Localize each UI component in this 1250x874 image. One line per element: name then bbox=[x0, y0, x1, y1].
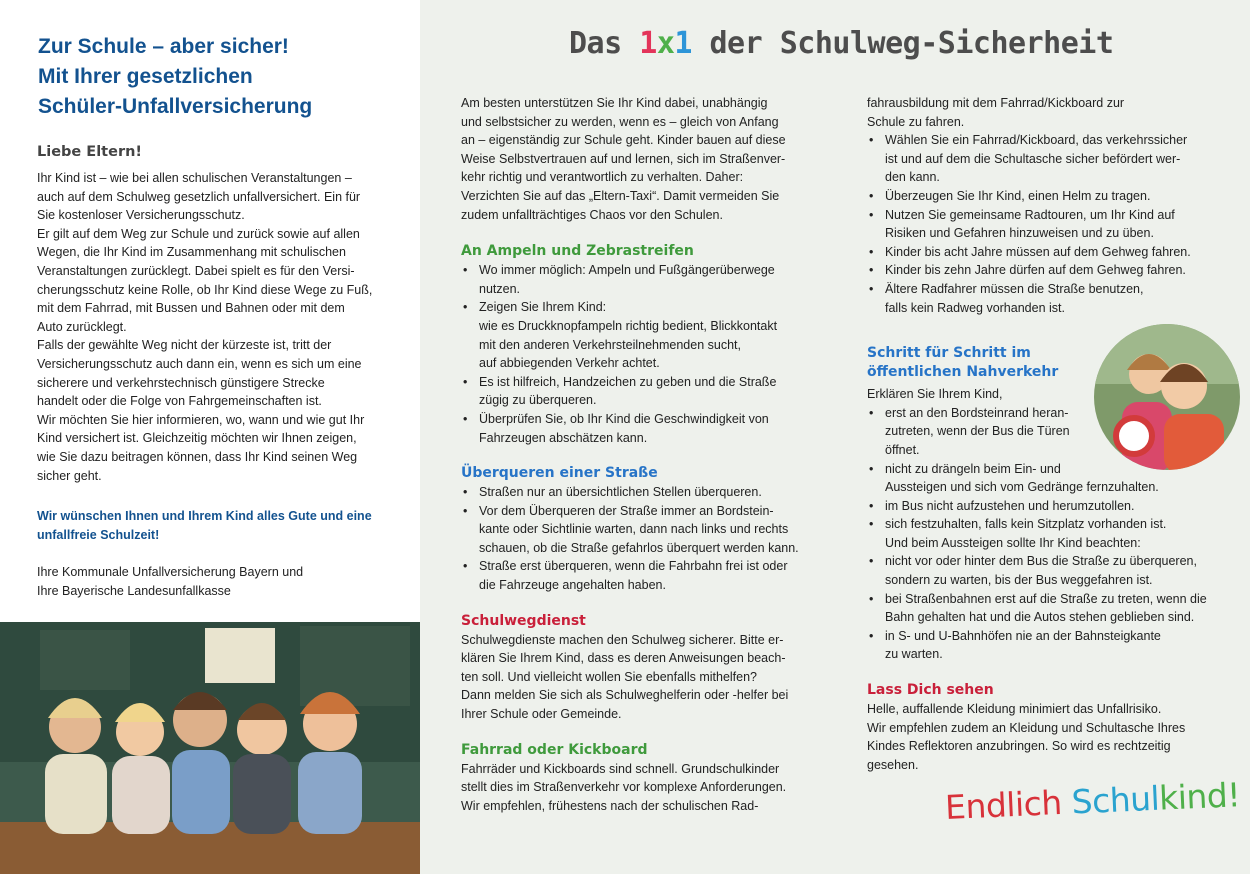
text-line: wie Sie dazu beitragen können, dass Ihr Kind seinen Weg bbox=[37, 449, 358, 464]
text-line: mit dem Fahrrad, mit Bussen und Bahnen oder mit dem bbox=[37, 301, 345, 316]
bullet-continuation: mit den anderen Verkehrsteilnehmenden sucht, bbox=[479, 337, 741, 352]
title-part: Das bbox=[569, 26, 640, 61]
bullet-item: • Nutzen Sie gemeinsame Radtouren, um Ihr Kind auf bbox=[867, 206, 1212, 225]
bullet-continuation: nutzen. bbox=[479, 281, 521, 296]
text-line: zudem unfallträchtiges Chaos vor den Schulen. bbox=[461, 207, 723, 222]
bullet-item: • erst an den Bordsteinrand heran- bbox=[867, 404, 1212, 423]
bullet-continuation: Aussteigen und sich vom Gedränge fernzuhalten. bbox=[885, 480, 1159, 495]
text-line: Fahrräder und Kickboards sind schnell. Grundschulkinder bbox=[461, 761, 780, 776]
children-portrait-photo bbox=[1094, 324, 1240, 470]
title-part: der Schulweg-Sicherheit bbox=[691, 26, 1114, 61]
main-heading bbox=[38, 32, 408, 122]
text-line: Wir empfehlen, frühestens nach der schulischen Rad- bbox=[461, 798, 759, 813]
text-line: handelt oder die Folge von Fahrgemeinschaften ist. bbox=[37, 394, 322, 409]
text-line: Ihrer Schule oder Gemeinde. bbox=[461, 707, 622, 722]
bullet-item: • Kinder bis zehn Jahre dürfen auf dem Gehweg fahren. bbox=[867, 261, 1212, 280]
text-line: Er gilt auf dem Weg zur Schule und zurück sowie auf allen bbox=[37, 226, 360, 241]
bullet-continuation: sondern zu warten, bis der Bus weggefahren ist. bbox=[885, 573, 1153, 588]
text-line: Falls der gewählte Weg nicht der kürzeste ist, tritt der bbox=[37, 338, 332, 353]
text-line: klären Sie Ihrem Kind, dass es deren Anweisungen beach- bbox=[461, 651, 786, 666]
bullet-item: • Kinder bis acht Jahre müssen auf dem Gehweg fahren. bbox=[867, 243, 1212, 262]
text-line: Schulwegdienste machen den Schulweg sicherer. Bitte er- bbox=[461, 632, 784, 647]
text-line: auch auf dem Schulweg gesetzlich unfallversichert. Ein für bbox=[37, 189, 361, 204]
text-line: Wir möchten Sie hier informieren, wo, wann und wie gut Ihr bbox=[37, 412, 365, 427]
section-heading-sehen: Lass Dich sehen bbox=[867, 682, 994, 699]
text-line: Kindes Reflektoren anzubringen. So wird es rechtzeitig bbox=[867, 739, 1171, 754]
bullet-item: • nicht vor oder hinter dem Bus die Straße zu überqueren, bbox=[867, 552, 1212, 571]
bullet-continuation: wie es Druckknopfampeln richtig bedient, Blickkontakt bbox=[479, 318, 778, 333]
text-line: sicher geht. bbox=[37, 468, 102, 483]
text-line: Veranstaltungen zurücklegt. Dabei spielt es für den Versi- bbox=[37, 263, 355, 278]
text-line: Ihr Kind ist – wie bei allen schulischen Veranstaltungen – bbox=[37, 171, 352, 185]
text-line: Versicherungsschutz auch dann ein, wenn es sich um eine bbox=[37, 356, 362, 371]
slogan-part: Schul bbox=[1070, 778, 1160, 822]
text-line: Weise Selbstvertrauen auf und lernen, sich im Straßenver- bbox=[461, 151, 786, 166]
column-1 bbox=[461, 94, 821, 815]
title-part: x bbox=[656, 26, 675, 61]
greeting: Liebe Eltern! bbox=[37, 144, 143, 160]
bullet-item: • Straßen nur an übersichtlichen Stellen überqueren. bbox=[461, 483, 821, 502]
text-line: Wir wünschen Ihnen und Ihrem Kind alles Gute und eine bbox=[37, 509, 372, 523]
text-line: Am besten unterstützen Sie Ihr Kind dabei, unabhängig bbox=[461, 96, 768, 110]
section-heading-schulwegdienst: Schulwegdienst bbox=[461, 612, 586, 629]
slogan-part: kind! bbox=[1158, 775, 1241, 818]
bullet-item: • Ältere Radfahrer müssen die Straße benutzen, bbox=[867, 280, 1212, 299]
text-line: Kind versichert ist. Gleichzeitig möchten wir Ihnen zeigen, bbox=[37, 431, 357, 446]
bullet-item: • Vor dem Überqueren der Straße immer an Bordstein- bbox=[461, 502, 821, 521]
text-line: Erklären Sie Ihrem Kind, bbox=[867, 387, 1003, 402]
bullet-item: • sich festzuhalten, falls kein Sitzplatz vorhanden ist. bbox=[867, 515, 1212, 534]
bullet-continuation: zu warten. bbox=[885, 647, 943, 662]
children-classroom-photo bbox=[0, 622, 420, 874]
text-line: Verzichten Sie auf das „Eltern-Taxi“. Damit vermeiden Sie bbox=[461, 188, 780, 203]
bullet-continuation: den kann. bbox=[885, 170, 940, 185]
slogan-part: Endlich bbox=[944, 782, 1073, 827]
title-part: 1 bbox=[674, 26, 692, 61]
bullet-continuation: ist und auf dem die Schultasche sicher befördert wer- bbox=[885, 151, 1181, 166]
heading-line: Zur Schule – aber sicher! bbox=[38, 35, 289, 58]
title-part: 1 bbox=[639, 26, 657, 61]
bullet-item: • Es ist hilfreich, Handzeichen zu geben und die Straße bbox=[461, 373, 821, 392]
bullet-continuation: zutreten, wenn der Bus die Türen bbox=[885, 424, 1070, 439]
intro-text bbox=[37, 169, 407, 485]
text-line: Auto zurücklegt. bbox=[37, 319, 127, 334]
wish-text bbox=[37, 507, 407, 544]
section-heading-fahrrad: Fahrrad oder Kickboard bbox=[461, 741, 648, 758]
page-title bbox=[569, 26, 1113, 61]
bullet-item: • Straße erst überqueren, wenn die Fahrbahn frei ist oder bbox=[461, 557, 821, 576]
text-line: gesehen. bbox=[867, 757, 919, 772]
bullet-continuation: öffnet. bbox=[885, 442, 920, 457]
bullet-continuation: Fahrzeugen abschätzen kann. bbox=[479, 430, 648, 445]
text-line: Helle, auffallende Kleidung minimiert das Unfallrisiko. bbox=[867, 702, 1162, 717]
bullet-continuation: schauen, ob die Straße gefahrlos überquert werden kann. bbox=[479, 540, 799, 555]
bullet-item: • nicht zu drängeln beim Ein- und bbox=[867, 460, 1212, 479]
bullet-item: • Wählen Sie ein Fahrrad/Kickboard, das verkehrssicher bbox=[867, 131, 1212, 150]
text-line: sicherere und verkehrstechnisch günstigere Strecke bbox=[37, 375, 325, 390]
bullet-continuation: falls kein Radweg vorhanden ist. bbox=[885, 300, 1065, 315]
text-line: kehr richtig und verantwortlich zu verhalten. Daher: bbox=[461, 170, 744, 185]
text-line: Ihre Bayerische Landesunfallkasse bbox=[37, 583, 231, 598]
text-line: ten soll. Und vielleicht wollen Sie ebenfalls mithelfen? bbox=[461, 669, 757, 684]
section-heading-nahverkehr: öffentlichen Nahverkehr bbox=[867, 364, 1059, 381]
text-line: cherungsschutz keine Rolle, ob Ihr Kind diese Wege zu Fuß, bbox=[37, 282, 373, 297]
section-heading-nahverkehr: Schritt für Schritt im bbox=[867, 345, 1031, 362]
text-line: Ihre Kommunale Unfallversicherung Bayern und bbox=[37, 565, 304, 579]
bullet-item: • bei Straßenbahnen erst auf die Straße zu treten, wenn die bbox=[867, 590, 1212, 609]
left-panel bbox=[0, 0, 420, 874]
text-line: Dann melden Sie sich als Schulweghelferin oder -helfer bei bbox=[461, 688, 789, 703]
bullet-continuation: zügig zu überqueren. bbox=[479, 393, 597, 408]
section-heading-ampeln: An Ampeln und Zebrastreifen bbox=[461, 243, 694, 260]
bullet-item: • Zeigen Sie Ihrem Kind: bbox=[461, 298, 821, 317]
heading-line: Mit Ihrer gesetzlichen bbox=[38, 65, 253, 88]
bullet-item: • im Bus nicht aufzustehen und herumzutollen. bbox=[867, 497, 1212, 516]
bullet-continuation: Risiken und Gefahren hinzuweisen und zu üben. bbox=[885, 226, 1154, 241]
bullet-continuation: kante oder Sichtlinie warten, dann nach links und rechts bbox=[479, 522, 789, 537]
text-line: stellt dies im Straßenverkehr vor komplexe Anforderungen. bbox=[461, 780, 787, 795]
bullet-item: • Überprüfen Sie, ob Ihr Kind die Geschwindigkeit von bbox=[461, 410, 821, 429]
bullet-item: • Wo immer möglich: Ampeln und Fußgängerüberwege bbox=[461, 261, 821, 280]
bullet-continuation: Bahn gehalten hat und die Autos stehen geblieben sind. bbox=[885, 610, 1195, 625]
bullet-continuation: die Fahrzeuge angehalten haben. bbox=[479, 578, 666, 593]
bullet-item: • in S- und U-Bahnhöfen nie an der Bahnsteigkante bbox=[867, 627, 1212, 646]
bullet-continuation: Und beim Aussteigen sollte Ihr Kind beachten: bbox=[885, 535, 1141, 550]
text-line: Schule zu fahren. bbox=[867, 114, 965, 129]
text-line: Sie kostenloser Versicherungsschutz. bbox=[37, 208, 245, 223]
signature-block bbox=[37, 563, 407, 600]
section-heading-strasse: Überqueren einer Straße bbox=[461, 465, 658, 482]
text-line: an – eigenständig zur Schule geht. Kinder bauen auf diese bbox=[461, 133, 786, 148]
heading-line: Schüler-Unfallversicherung bbox=[38, 95, 313, 118]
text-line: fahrausbildung mit dem Fahrrad/Kickboard zur bbox=[867, 96, 1125, 110]
text-line: unfallfreie Schulzeit! bbox=[37, 527, 160, 542]
bullet-item: • Überzeugen Sie Ihr Kind, einen Helm zu tragen. bbox=[867, 187, 1212, 206]
text-line: und selbstsicher zu werden, wenn es – gleich von Anfang bbox=[461, 114, 779, 129]
text-line: Wegen, die Ihr Kind im Zusammenhang mit schulischen bbox=[37, 245, 346, 260]
bullet-continuation: auf abbiegenden Verkehr achtet. bbox=[479, 356, 660, 371]
text-line: Wir empfehlen zudem an Kleidung und Schultasche Ihres bbox=[867, 720, 1186, 735]
